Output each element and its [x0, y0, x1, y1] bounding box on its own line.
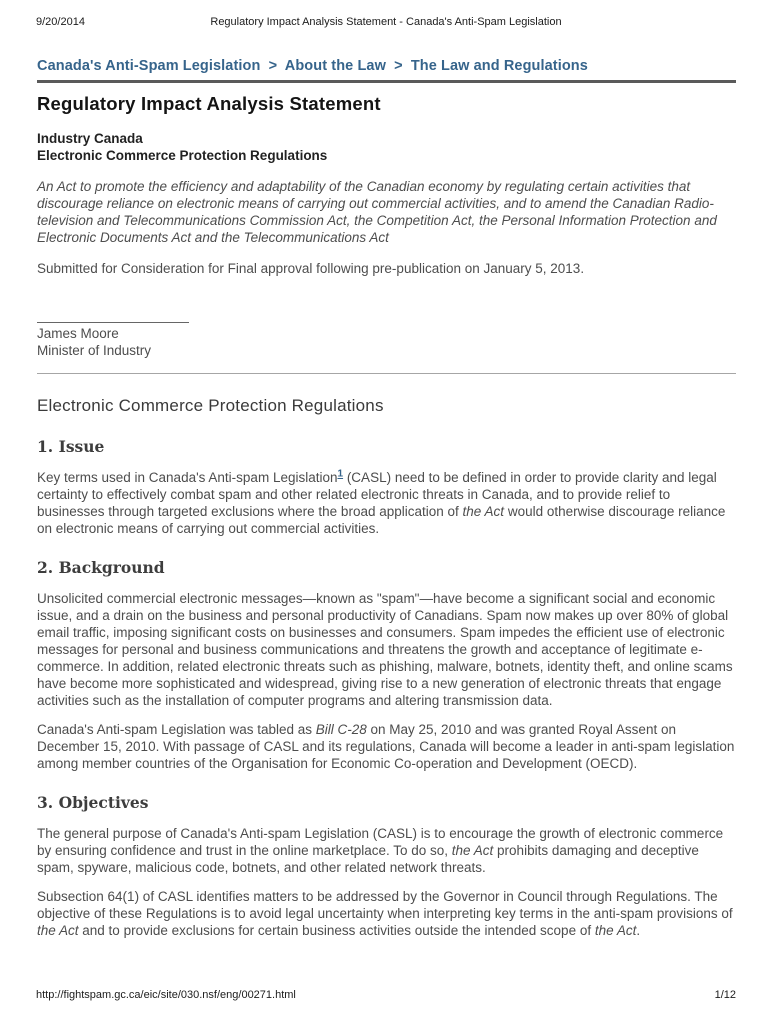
breadcrumb-separator: > [268, 58, 278, 74]
document-subtitle: Electronic Commerce Protection Regulations [37, 148, 328, 163]
section-divider [37, 373, 736, 374]
breadcrumb-link-casl[interactable]: Canada's Anti-Spam Legislation [37, 58, 261, 74]
breadcrumb-link-about-the-law[interactable]: About the Law [284, 58, 386, 74]
signatory-title: Minister of Industry [37, 343, 152, 358]
background-paragraph-2: Canada's Anti-spam Legislation was tabled as Bill C-28 on May 25, 2010 and was granted Royal Assent on December 15, 2010. With passage of CASL and its regulations, Canada will become a leader in anti-spam legislation among member countries of the Organisation for Economic Co-operation and Development (OECD). [37, 722, 735, 771]
heading-background: 2. Background [37, 558, 165, 577]
background-paragraph-1: Unsolicited commercial electronic messages—known as "spam"—have become a significant social and economic issue, and a drain on the business and personal productivity of Canadians. Spam now makes up over 80% of global email traffic, imposing significant costs on businesses and consumers. Spam impedes the efficient use of electronic messages for personal and business communications and threatens the growth and acceptance of legitimate e-commerce. In addition, related electronic threats such as phishing, malware, botnets, identity theft, and online scams have become more sophisticated and widespread, giving rise to a new generation of electronic threats that engage activities such as the installation of computer programs and altering transmission data. [37, 591, 733, 708]
print-footer [36, 989, 736, 1005]
print-date: 9/20/2014 [36, 16, 85, 28]
signature-block [37, 321, 736, 359]
page-title: Regulatory Impact Analysis Statement [37, 93, 381, 114]
objectives-paragraph-2: Subsection 64(1) of CASL identifies matters to be addressed by the Governor in Council through Regulations. The objective of these Regulations is to avoid legal uncertainty when interpreting key terms in the anti-spam provisions of the Act and to provide exclusions for certain business activities outside the intended scope of the Act. [37, 889, 733, 938]
department-name: Industry Canada [37, 131, 143, 146]
breadcrumb-separator: > [394, 58, 403, 74]
submission-note: Submitted for Consideration for Final approval following pre-publication on January 5, 2013. [37, 261, 585, 276]
breadcrumb [37, 58, 736, 83]
heading-objectives: 3. Objectives [37, 793, 149, 812]
breadcrumb-link-law-and-regulations[interactable]: The Law and Regulations [410, 58, 588, 74]
document-body [37, 58, 736, 951]
signatory-name: James Moore [37, 326, 119, 341]
department-block [37, 130, 736, 164]
source-url: http://fightspam.gc.ca/eic/site/030.nsf/eng/00271.html [36, 989, 296, 1001]
print-header [36, 16, 736, 32]
print-title: Regulatory Impact Analysis Statement - Canada's Anti-Spam Legislation [210, 16, 562, 28]
signature-line [37, 321, 189, 323]
issue-paragraph: Key terms used in Canada's Anti-spam Legislation$^1$ (CASL) need to be defined in order to provide clarity and legal certainty to effectively combat spam and other related electronic threats in Canada, and to provide relief to businesses through targeted exclusions where the broad application of the Act would otherwise discourage reliance on electronic means of carrying out commercial activities. [37, 468, 726, 536]
page-number: 1/12 [714, 989, 736, 1001]
act-long-title: An Act to promote the efficiency and adaptability of the Canadian economy by regulating certain activities that discourage reliance on electronic means of carrying out commercial activities, and to amend the Canadian Radio-television and Telecommunications Commission Act, the Competition Act, the Personal Information Protection and Electronic Documents Act and the Telecommunications Act [37, 179, 717, 245]
regulations-section-title: Electronic Commerce Protection Regulations [37, 396, 384, 415]
footnote-1-link[interactable]: 1 [337, 468, 344, 480]
objectives-paragraph-1: The general purpose of Canada's Anti-spam Legislation (CASL) is to encourage the growth of electronic commerce by ensuring confidence and trust in the online marketplace. To do so, the Act prohibits damaging and deceptive spam, spyware, malicious code, botnets, and other related network threats. [37, 826, 724, 875]
heading-issue: 1. Issue [37, 437, 105, 456]
